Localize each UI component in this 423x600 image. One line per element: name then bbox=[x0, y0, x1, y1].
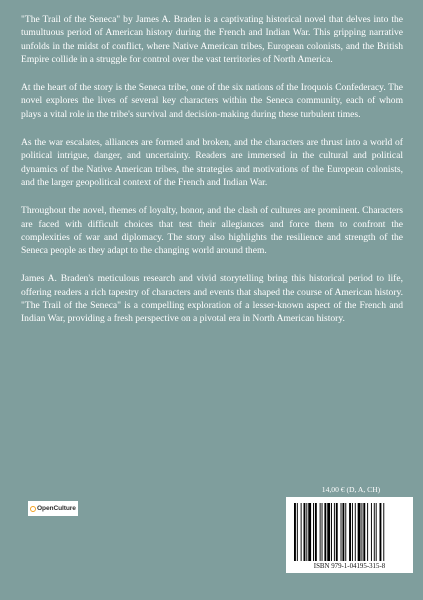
barcode-bar bbox=[352, 503, 353, 561]
blurb bbox=[21, 13, 403, 341]
barcode-bar bbox=[320, 503, 321, 561]
barcode-bar bbox=[363, 503, 365, 561]
barcode-bar bbox=[374, 503, 375, 561]
barcode-bar bbox=[304, 503, 306, 561]
barcode-bar bbox=[355, 503, 356, 561]
publisher-logo-icon bbox=[30, 506, 36, 512]
barcode-bar bbox=[324, 503, 326, 561]
blurb-paragraph: James A. Braden's meticulous research and vivid storytelling bring this historical period to life, offering readers a rich tapestry of characters and events that shaped the course of American history. "The Trail of the Seneca" is a compelling exploration of a lesser-known aspect of the French and Indian War, providing a fresh perspective on a pivotal era in North American history. bbox=[21, 273, 403, 325]
blurb-paragraph: "The Trail of the Seneca" by James A. Braden is a captivating historical novel that delves into the tumultuous period of American history during the French and Indian War. This gripping narrative unfolds in the midst of conflict, where Native American tribes, European colonists, and the British Empire collide in a struggle for control over the vast territories of North America. bbox=[21, 14, 403, 65]
barcode-bar bbox=[342, 503, 344, 561]
price-label: 14,00 € (D, A, CH) bbox=[321, 485, 381, 494]
barcode-bar bbox=[376, 503, 377, 561]
barcode-bar bbox=[301, 503, 302, 561]
barcode-bar bbox=[367, 503, 368, 561]
barcode-bar bbox=[297, 503, 298, 561]
isbn-label: ISBN 979-1-04195-315-8 bbox=[313, 563, 386, 570]
barcode-bar bbox=[345, 503, 346, 561]
barcode-bar bbox=[327, 503, 330, 561]
barcode-bar bbox=[361, 503, 362, 561]
barcode-bar bbox=[371, 503, 372, 561]
barcode-image bbox=[294, 503, 405, 561]
publisher-logo bbox=[28, 501, 78, 516]
blurb-paragraph: As the war escalates, alliances are formed and broken, and the characters are thrust into a world of political intrigue, danger, and uncertainty. Readers are immersed in the cultural and political dynamics of the Native American tribes, the strategies and motivations of the European colonists, and the larger geopolitical context of the French and Indian War. bbox=[21, 137, 403, 188]
barcode-bar bbox=[358, 503, 361, 561]
barcode-bar bbox=[334, 503, 335, 561]
barcode-bar bbox=[331, 503, 332, 561]
barcode-bar bbox=[315, 503, 317, 561]
barcode-bar bbox=[313, 503, 314, 561]
barcode-bar bbox=[322, 503, 323, 561]
barcode-bar bbox=[308, 503, 311, 561]
publisher-logo-text: OpenCulture bbox=[37, 505, 76, 512]
barcode-bar bbox=[341, 503, 342, 561]
barcode-bar bbox=[306, 503, 307, 561]
barcode-bar bbox=[294, 503, 296, 561]
barcode-box bbox=[286, 497, 413, 573]
blurb-paragraph: At the heart of the story is the Seneca tribe, one of the six nations of the Iroquois Confederacy. The novel explores the lives of several key characters within the Seneca community, each of whom plays a vital role in the tribe's survival and decision-making during these turbulent times. bbox=[21, 82, 403, 120]
barcode-bar bbox=[349, 503, 351, 561]
blurb-paragraph: Throughout the novel, themes of loyalty, honor, and the clash of cultures are prominent. Characters are faced with difficult choices that test their allegiances and force them to confront the complexities of war and diplomacy. The story also highlights the resilience and strength of the Seneca people as they adapt to the changing world around them. bbox=[21, 205, 403, 257]
barcode-bar bbox=[383, 503, 384, 561]
barcode-bar bbox=[336, 503, 338, 561]
barcode-bar bbox=[380, 503, 382, 561]
